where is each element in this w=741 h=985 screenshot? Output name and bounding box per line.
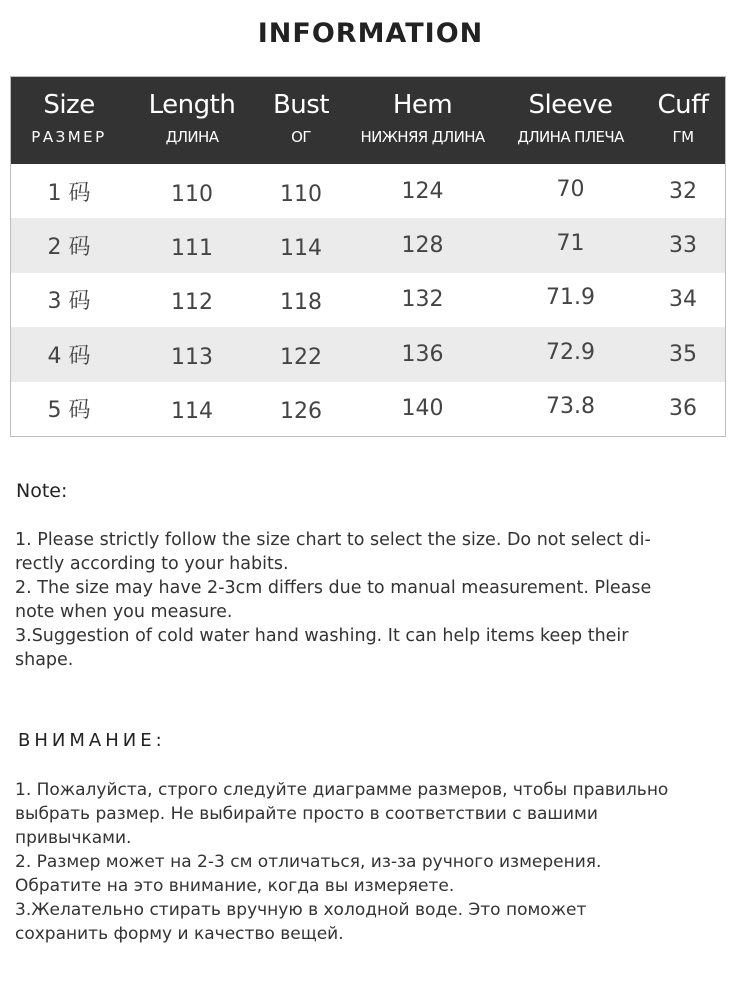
note-line: shape.	[15, 650, 74, 670]
header-label-ru: ГМ	[672, 128, 694, 146]
cell-bust: 122	[280, 344, 322, 370]
size-table	[10, 76, 726, 437]
table-row	[11, 327, 725, 381]
cell-length: 113	[171, 344, 213, 370]
cell-size: 2 码	[47, 235, 91, 261]
header-label-ru: ОГ	[291, 128, 311, 146]
cell-cuff: 34	[669, 287, 697, 313]
cell-bust: 110	[280, 181, 322, 207]
header-label-en: Length	[148, 90, 236, 120]
note-line: 1. Please strictly follow the size chart to select the size. Do not select di-	[15, 530, 651, 550]
attention-line: сохранить форму и качество вещей.	[15, 924, 344, 944]
attention-line: 3.Желательно стирать вручную в холодной воде. Это поможет	[15, 900, 587, 920]
header-length	[127, 77, 257, 164]
header-size	[11, 77, 127, 164]
header-label-en: Cuff	[657, 90, 709, 120]
header-hem	[345, 77, 500, 164]
cell-bust: 114	[280, 236, 322, 262]
cell-sleeve: 70	[556, 176, 585, 202]
table-row	[11, 164, 725, 218]
header-label-en: Hem	[392, 90, 453, 120]
note-heading: Note:	[16, 480, 68, 502]
cell-size: 4 码	[47, 343, 91, 369]
note-text	[15, 528, 727, 672]
header-sleeve	[500, 77, 641, 164]
table-header	[11, 77, 725, 164]
cell-size: 5 码	[47, 398, 91, 424]
cell-cuff: 36	[669, 396, 697, 422]
cell-hem: 132	[401, 287, 444, 313]
attention-line: Обратите на это внимание, когда вы измеряете.	[15, 876, 455, 896]
note-line: 2. The size may have 2-3cm differs due to manual measurement. Please	[15, 578, 652, 598]
attention-heading: ВНИМАНИЕ:	[18, 730, 166, 751]
cell-size: 3 码	[47, 289, 91, 315]
table-row	[11, 273, 725, 327]
cell-bust: 118	[280, 290, 322, 316]
attention-line: привычками.	[15, 828, 132, 848]
cell-sleeve: 73.8	[546, 394, 595, 420]
note-line: note when you measure.	[15, 602, 233, 622]
cell-cuff: 35	[669, 341, 697, 367]
cell-hem: 140	[401, 396, 444, 422]
cell-hem: 128	[401, 233, 444, 259]
header-label-ru: ДЛИНА ПЛЕЧА	[517, 128, 624, 146]
attention-line: 2. Размер может на 2-3 см отличаться, из-за ручного измерения.	[15, 852, 602, 872]
cell-sleeve: 71.9	[546, 285, 595, 311]
header-label-en: Size	[43, 90, 95, 120]
header-label-ru: НИЖНЯЯ ДЛИНА	[360, 128, 485, 146]
page-title: INFORMATION	[257, 18, 484, 49]
cell-cuff: 33	[669, 233, 697, 259]
attention-line: 1. Пожалуйста, строго следуйте диаграмме размеров, чтобы правильно	[15, 780, 669, 800]
cell-length: 112	[171, 290, 213, 316]
cell-length: 110	[171, 181, 213, 207]
header-cuff	[641, 77, 725, 164]
cell-length: 114	[171, 399, 213, 425]
table-row	[11, 382, 725, 436]
attention-line: выбрать размер. Не выбирайте просто в соответствии с вашими	[15, 804, 598, 824]
attention-text	[15, 778, 727, 946]
table-row	[11, 218, 725, 272]
cell-length: 111	[171, 236, 213, 262]
header-label-ru: РАЗМЕР	[31, 128, 107, 146]
cell-bust: 126	[280, 399, 322, 425]
cell-cuff: 32	[669, 178, 697, 204]
header-bust	[257, 77, 345, 164]
cell-sleeve: 72.9	[546, 339, 595, 365]
cell-hem: 124	[401, 178, 444, 204]
header-label-en: Sleeve	[528, 90, 613, 120]
header-label-ru: ДЛИНА	[165, 128, 219, 146]
cell-sleeve: 71	[556, 231, 585, 257]
header-label-en: Bust	[272, 90, 330, 120]
note-line: 3.Suggestion of cold water hand washing. It can help items keep their	[15, 626, 629, 646]
cell-size: 1 码	[47, 180, 91, 206]
cell-hem: 136	[401, 341, 444, 367]
note-line: rectly according to your habits.	[15, 554, 289, 574]
